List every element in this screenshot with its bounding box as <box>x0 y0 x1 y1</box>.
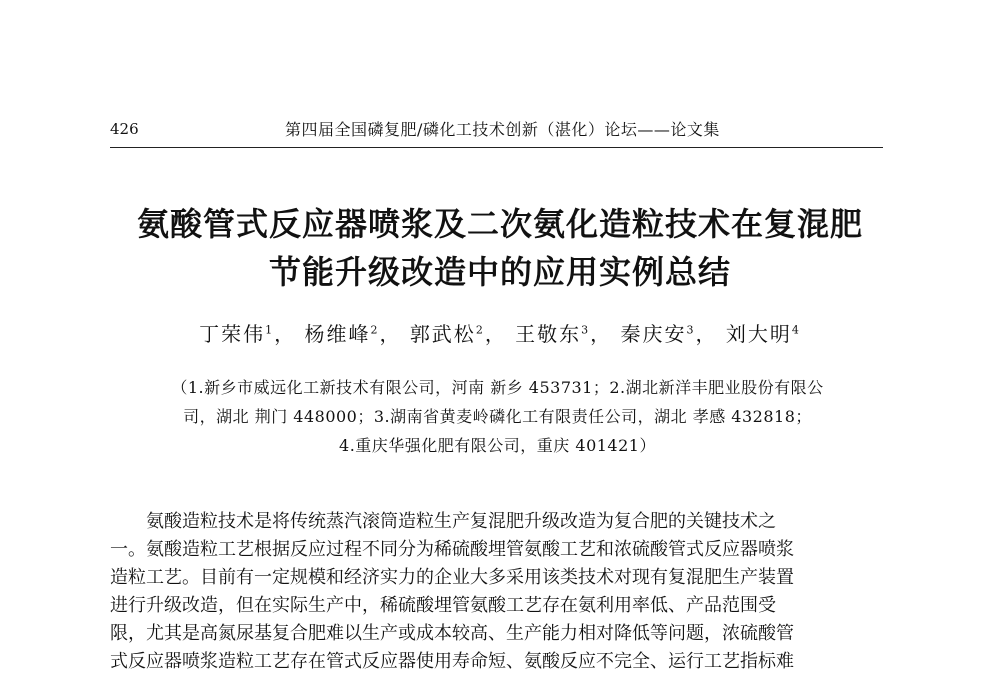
affiliations <box>110 373 885 460</box>
author: 郭武松$^2$ <box>409 322 485 346</box>
body-line: 造粒工艺。目前有一定规模和经济实力的企业大多采用该类技术对现有复混肥生产装置 <box>110 567 794 588</box>
body-line: 限，尤其是高氮尿基复合肥难以生产或成本较高、生产能力相对降低等问题，浓硫酸管 <box>110 623 794 644</box>
author: 杨维峰$^2$ <box>304 322 380 346</box>
affiliation-line: （1.新乡市威远化工新技术有限公司，河南 新乡 453731；2.湖北新洋丰肥业股份有限公 <box>171 378 824 397</box>
running-header <box>110 117 883 148</box>
journal-title: 第四届全国磷复肥/磷化工技术创新（湛化）论坛——论文集 <box>285 120 720 139</box>
title-line-2: 节能升级改造中的应用实例总结 <box>268 253 731 291</box>
author: 秦庆安$^3$ <box>620 322 696 346</box>
page-number: 426 <box>110 120 139 138</box>
author: 刘大明$^4$ <box>725 322 801 346</box>
body-paragraph <box>110 508 885 676</box>
body-line: 进行升级改造，但在实际生产中，稀硫酸埋管氨酸工艺存在氨利用率低、产品范围受 <box>110 595 776 616</box>
body-line: 氨酸造粒技术是将传统蒸汽滚筒造粒生产复混肥升级改造为复合肥的关键技术之 <box>146 511 776 532</box>
paper-title <box>100 200 900 296</box>
body-line: 式反应器喷浆造粒工艺存在管式反应器使用寿命短、氨酸反应不完全、运行工艺指标难 <box>110 651 794 672</box>
author-list: 丁荣伟$^1$， 杨维峰$^2$， 郭武松$^2$， 王敬东$^3$， 秦庆安$^3$， 刘大明$^4$ <box>199 322 801 346</box>
author: 王敬东$^3$ <box>515 322 591 346</box>
affiliation-line: 4.重庆华强化肥有限公司，重庆 401421） <box>339 436 656 455</box>
affiliation-line: 司，湖北 荆门 448000；3.湖南省黄麦岭磷化工有限责任公司，湖北 孝感 432818； <box>183 407 812 426</box>
body-line: 一。氨酸造粒工艺根据反应过程不同分为稀硫酸埋管氨酸工艺和浓硫酸管式反应器喷浆 <box>110 539 794 560</box>
title-line-1: 氨酸管式反应器喷浆及二次氨化造粒技术在复混肥 <box>136 205 863 243</box>
author: 丁荣伟$^1$ <box>199 322 275 346</box>
